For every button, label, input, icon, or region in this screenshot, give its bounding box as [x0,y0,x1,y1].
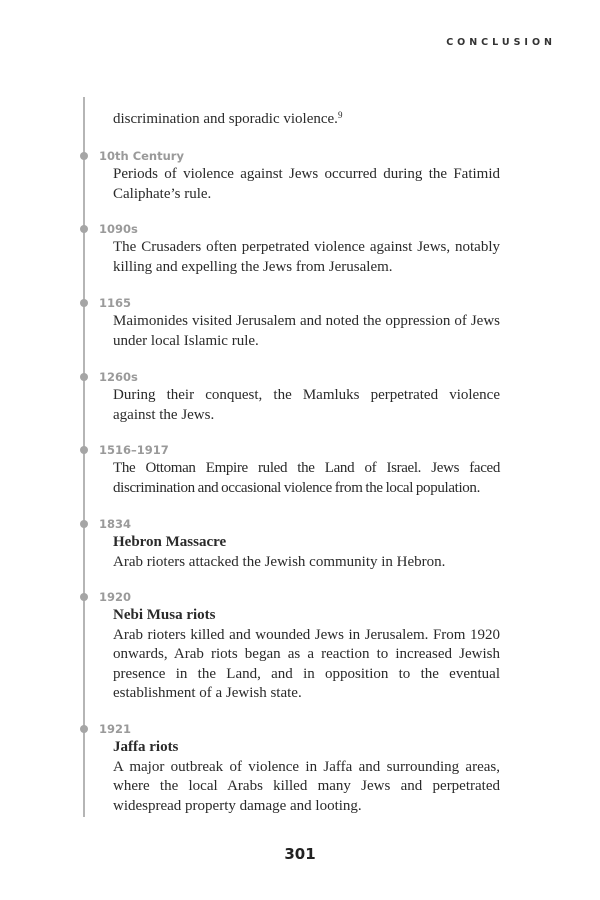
continuation-text [113,109,503,129]
entry-title: Jaffa riots [113,739,179,755]
entry-body [113,533,500,572]
entry-text: Arab rioters killed and wounded Jews in Jerusalem. From 1920 onwards, Arab riots began as a reaction to increased Jewish presence in the Land, and in opposition to the eventual establishment of a Jewish state. [113,626,500,701]
entry-body [113,606,500,704]
entry-text: Periods of violence against Jews occurred during the Fatimid Caliphate’s rule. [113,166,500,202]
running-head: CONCLUSION [446,37,556,48]
entry-date: 1090s [99,222,138,236]
entry-title: Nebi Musa riots [113,607,216,623]
timeline-dot [80,373,88,381]
entry-title: Hebron Massacre [113,534,227,550]
entry-date: 1834 [99,517,132,531]
continuation-sentence: discrimination and sporadic violence. [113,111,338,127]
entry-date: 1165 [99,296,132,310]
entry-text: A major outbreak of violence in Jaffa and surrounding areas, where the local Arabs killed many Jews and perpetrated widespread property damage and looting. [113,758,500,814]
entry-text: The Ottoman Empire ruled the Land of Israel. Jews faced discrimination and occasional violence from the local population. [113,460,500,496]
entry-date: 10th Century [99,149,184,163]
timeline-dot [80,152,88,160]
timeline-dot [80,299,88,307]
timeline-line [83,97,85,817]
entry-date: 1516–1917 [99,443,169,457]
entry-date: 1921 [99,722,132,736]
entry-text: Arab rioters attacked the Jewish community in Hebron. [113,553,446,570]
entry-date: 1920 [99,590,132,604]
timeline-dot [80,593,88,601]
timeline-dot [80,225,88,233]
footnote-reference: 9 [337,110,343,120]
page-number: 301 [284,845,316,863]
timeline-dot [80,446,88,454]
entry-text: During their conquest, the Mamluks perpetrated violence against the Jews. [113,387,500,423]
entry-date: 1260s [99,370,138,384]
entry-text: The Crusaders often perpetrated violence against Jews, notably killing and expelling the Jews from Jerusalem. [113,239,500,275]
timeline-dot [80,520,88,528]
entry-body [113,738,500,816]
entry-text: Maimonides visited Jerusalem and noted the oppression of Jews under local Islamic rule. [113,313,500,349]
timeline-dot [80,725,88,733]
